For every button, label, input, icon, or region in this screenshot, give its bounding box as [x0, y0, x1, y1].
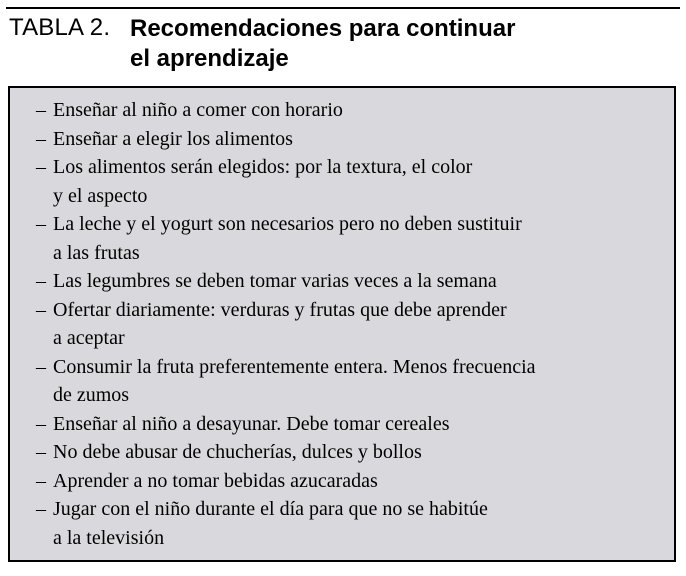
list-item-text: La leche y el yogurt son necesarios pero no deben sustituir — [53, 213, 522, 235]
list-item — [36, 96, 674, 125]
dash-bullet: – — [36, 270, 46, 292]
list-item-text: Consumir la fruta preferentemente entera. Menos frecuencia — [53, 355, 536, 378]
dash-bullet: – — [36, 469, 46, 492]
list-item — [36, 438, 674, 467]
list-item-text: Las legumbres se deben tomar varias veces a la semana — [53, 270, 497, 292]
table-label: TABLA 2. — [9, 14, 111, 41]
list-item — [36, 467, 674, 496]
list-item-text-continued: de zumos — [53, 384, 130, 406]
list-item-text: Enseñar al niño a comer con horario — [53, 99, 343, 121]
list-item — [36, 495, 674, 552]
dash-bullet: – — [36, 298, 46, 321]
list-item-text-continued: a las frutas — [53, 241, 140, 264]
recommendations-box — [8, 86, 676, 562]
list-item — [36, 125, 674, 154]
list-item-text-continued: a la televisión — [53, 526, 165, 549]
top-rule — [6, 7, 680, 9]
list-item-text-continued: a aceptar — [53, 327, 125, 349]
dash-bullet: – — [36, 99, 46, 121]
list-item-text: Jugar con el niño durante el día para que no se habitúe — [53, 498, 488, 520]
recommendations-list — [10, 88, 674, 552]
list-item-text: Enseñar a elegir los alimentos — [53, 127, 293, 150]
list-item — [36, 353, 674, 410]
dash-bullet: – — [36, 441, 46, 463]
dash-bullet: – — [36, 355, 46, 378]
list-item-text-continued: y el aspecto — [53, 184, 148, 207]
list-item — [36, 267, 674, 296]
dash-bullet: – — [36, 213, 46, 235]
dash-bullet: – — [36, 156, 46, 178]
list-item — [36, 153, 674, 210]
table-title-line-1: Recomendaciones para continuar — [130, 15, 516, 42]
dash-bullet: – — [36, 127, 46, 150]
dash-bullet: – — [36, 498, 46, 520]
list-item-text: Enseñar al niño a desayunar. Debe tomar cereales — [53, 412, 450, 435]
table-title-line-2: el aprendizaje — [130, 45, 289, 72]
list-item-text: Aprender a no tomar bebidas azucaradas — [53, 469, 378, 492]
list-item — [36, 296, 674, 353]
list-item-text: Ofertar diariamente: verduras y frutas que debe aprender — [53, 298, 507, 321]
dash-bullet: – — [36, 412, 46, 435]
list-item — [36, 410, 674, 439]
table-title — [130, 14, 515, 74]
list-item — [36, 210, 674, 267]
list-item-text: Los alimentos serán elegidos: por la textura, el color — [53, 156, 473, 178]
list-item-text: No debe abusar de chucherías, dulces y bollos — [53, 441, 422, 463]
